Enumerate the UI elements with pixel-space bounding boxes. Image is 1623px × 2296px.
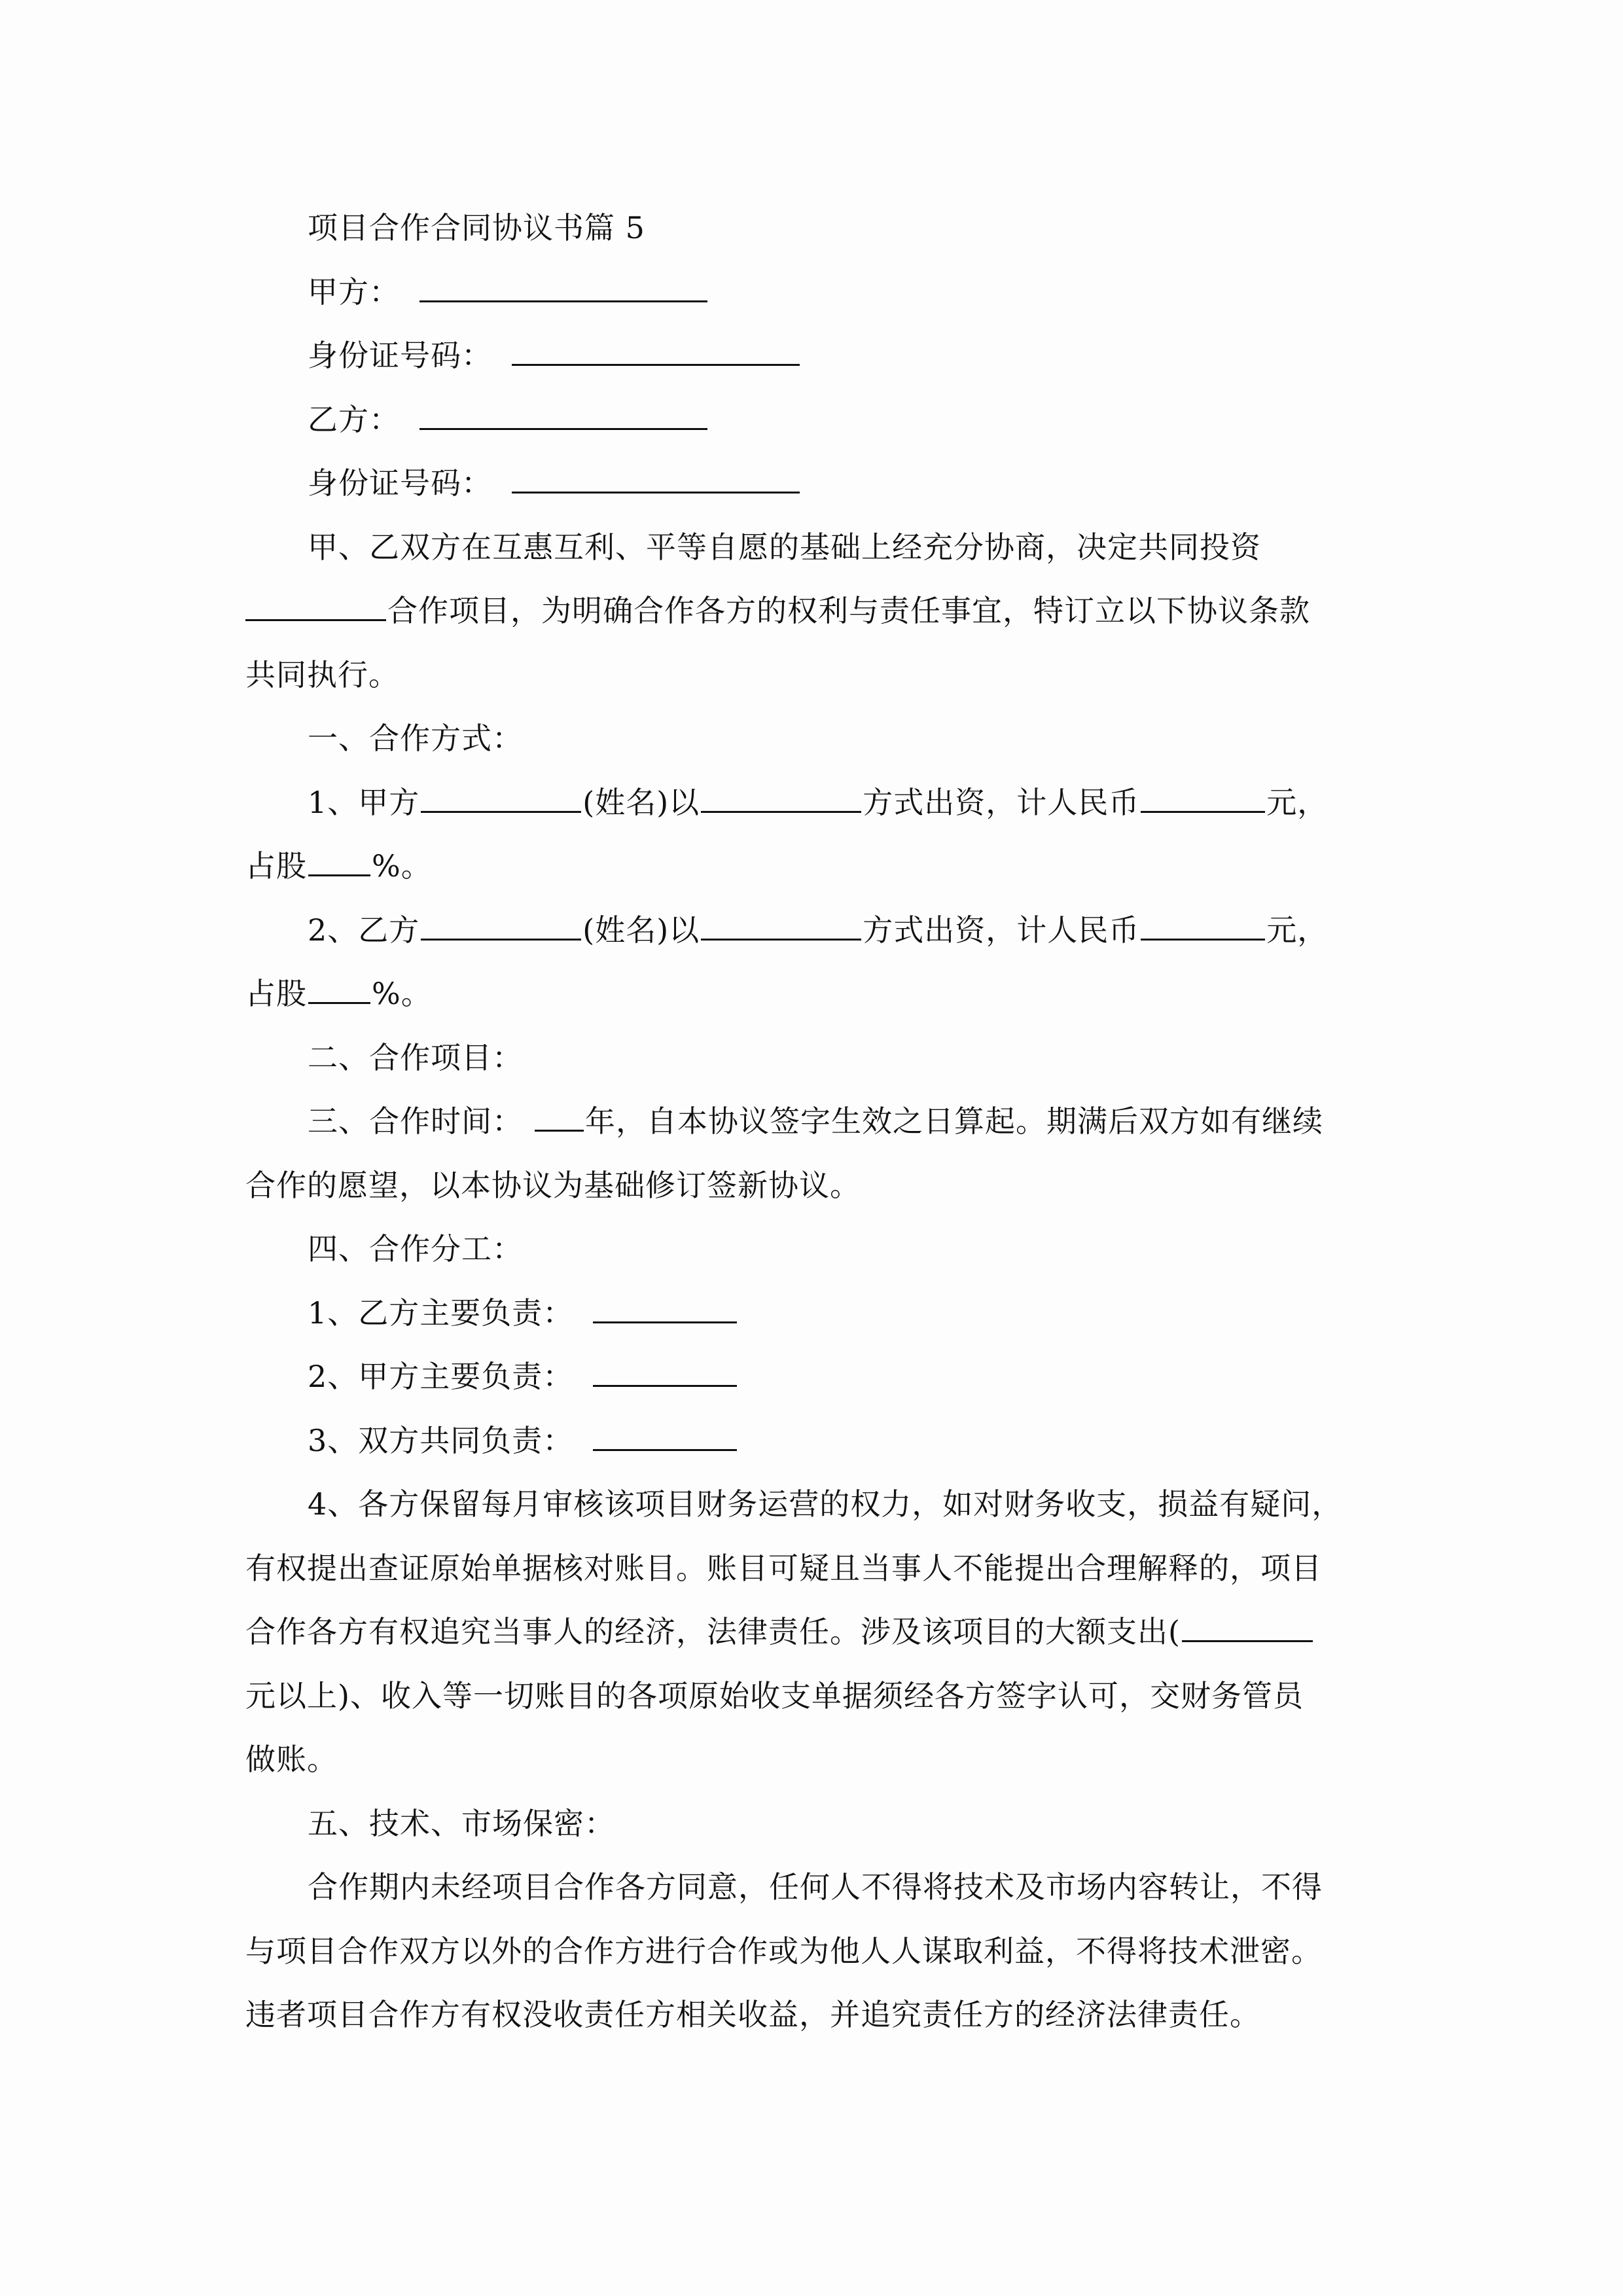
section-1-item-2: 2、乙方 (姓名)以 方式出资，计人民币 元， 占股 %。: [245, 912, 1329, 1011]
duty-1-blank[interactable]: [593, 1295, 737, 1323]
party-b-mode-blank[interactable]: [701, 912, 861, 941]
document-title: 项目合作合同协议书篇 5: [308, 210, 645, 245]
term-years-blank[interactable]: [535, 1103, 584, 1132]
section-5-paragraph: 合作期内未经项目合作各方同意，任何人不得将技术及市场内容转让，不得 与项目合作双方以外的合作方进行合作或为他人人谋取利益，不得将技术泄密。 违者项目合作方有权没收责任方相关收益，并追究责任方的经济法律责任。: [245, 1869, 1323, 2032]
duty-2-blank[interactable]: [593, 1359, 737, 1387]
section-1-heading: 一、合作方式：: [308, 721, 523, 756]
party-a-id-blank[interactable]: [512, 338, 800, 366]
section-4-item-4: 4、各方保留每月审核该项目财务运营的权力，如对财务收支，损益有疑问， 有权提出查证原始单据核对账目。账目可疑且当事人不能提出合理解释的，项目 合作各方有权追究当事人的经济，法律责任。涉及该项目的大额支出( 元以上)、收入等一切账目的各项原始收支单据须经各方签字认可，交财务管员 做账。: [245, 1486, 1343, 1777]
duty-3-field: 3、双方共同负责：: [245, 1409, 1381, 1473]
section-5-heading: 五、技术、市场保密：: [308, 1805, 615, 1841]
preamble-line-1: 甲、乙双方在互惠互利、平等自愿的基础上经充分协商，决定共同投资: [308, 529, 1261, 565]
party-b-field: [245, 388, 1381, 452]
section-3-paragraph: 三、合作时间： 年，自本协议签字生效之日算起。期满后双方如有继续 合作的愿望，以本协议为基础修订签新协议。: [245, 1103, 1323, 1203]
party-b-id-label: 身份证号码：: [308, 465, 492, 501]
party-a-amount-blank[interactable]: [1141, 785, 1265, 813]
preamble-paragraph: [245, 516, 1381, 708]
section-4-heading: 四、合作分工：: [308, 1231, 523, 1266]
party-b-id-blank[interactable]: [512, 465, 800, 493]
party-a-id-field: [245, 324, 1381, 388]
party-b-amount-blank[interactable]: [1141, 912, 1265, 941]
party-a-id-label: 身份证号码：: [308, 338, 492, 373]
party-a-share-blank[interactable]: [308, 848, 370, 876]
large-expense-threshold-blank[interactable]: [1182, 1614, 1313, 1642]
project-name-blank[interactable]: [245, 593, 386, 621]
party-a-mode-blank[interactable]: [701, 785, 861, 813]
document-page: [245, 196, 1381, 2047]
preamble-line-2: 合作项目，为明确合作各方的权利与责任事宜，特订立以下协议条款: [245, 579, 1381, 643]
duty-1-field: 1、乙方主要负责：: [245, 1282, 1381, 1346]
section-1-item-1: 1、甲方 (姓名)以 方式出资，计人民币 元， 占股 %。: [245, 784, 1329, 884]
party-b-share-blank[interactable]: [308, 976, 370, 1004]
section-2-heading: 二、合作项目：: [308, 1039, 523, 1075]
duty-2-field: 2、甲方主要负责：: [245, 1345, 1381, 1409]
party-a-name-blank[interactable]: [421, 785, 581, 813]
party-a-field: [245, 260, 1381, 325]
party-b-id-field: [245, 452, 1381, 516]
party-b-name-blank[interactable]: [421, 912, 581, 941]
party-a-blank[interactable]: [419, 274, 707, 302]
party-b-blank[interactable]: [419, 402, 707, 430]
party-a-label: 甲方：: [308, 274, 400, 310]
duty-3-blank[interactable]: [593, 1423, 737, 1451]
preamble-line-3: 共同执行。: [245, 656, 399, 692]
party-b-label: 乙方：: [308, 401, 400, 437]
